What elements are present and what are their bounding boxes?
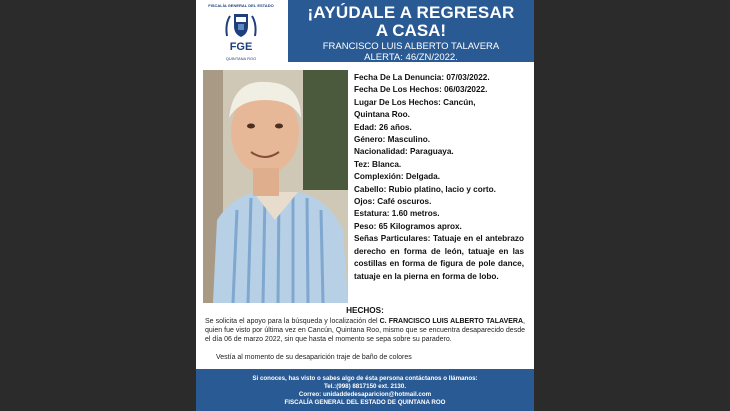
detail-complexion: Complexión: Delgada. xyxy=(354,172,440,182)
detail-edad: Edad: 26 años. xyxy=(354,122,412,132)
detail-denuncia: Fecha De La Denuncia: 07/03/2022. xyxy=(354,73,490,82)
footer-email: Correo: unidaddedesaparicion@hotmail.com xyxy=(298,391,432,398)
detail-nacionalidad: Nacionalidad: Paraguaya. xyxy=(354,147,454,157)
shield-emblem-icon xyxy=(223,10,259,40)
header-title-line2: A CASA! xyxy=(375,21,447,40)
detail-genero: Género: Masculino. xyxy=(354,135,430,145)
logo-top-text: FISCALÍA GENERAL DEL ESTADO xyxy=(208,3,274,8)
hechos-text xyxy=(205,317,525,345)
hechos-person-name: C. FRANCISCO LUIS ALBERTO TALAVERA xyxy=(379,318,524,325)
detail-tez: Tez: Blanca. xyxy=(354,159,402,169)
hechos-text-before: Se solicita el apoyo para la búsqueda y localización del xyxy=(205,318,380,325)
hechos-title: HECHOS: xyxy=(346,306,384,315)
fge-logo xyxy=(196,0,286,64)
footer-contact-prompt: Si conoces, has visto o sabes algo de ésta persona contáctanos o llámanos: xyxy=(252,375,478,382)
hechos-text-after: , quien fue visto por última vez en Cancún, Quintana Roo, mismo que se encuentra desaparecido desde el día 06 de marzo 2022, sin que hasta el momento se sepa sobre su paradero. xyxy=(205,318,525,344)
contact-footer xyxy=(196,369,534,411)
logo-acronym: FGE xyxy=(229,41,253,53)
logo-bottom-text: QUINTANA ROO xyxy=(225,56,257,61)
poster-header xyxy=(288,0,534,62)
header-title-line1: ¡AYÚDALE A REGRESAR xyxy=(307,3,515,22)
alert-number: ALERTA: 46/ZN/2022. xyxy=(364,52,458,63)
person-details xyxy=(354,72,524,283)
detail-estatura: Estatura: 1.60 metros. xyxy=(354,209,440,219)
detail-senas-particulares: Señas Particulares: Tatuaje en el antebrazo derecho en forma de león, tatuaje en las costillas en forma de figura de pole dance, tatuaje en la pierna en forma de lobo. xyxy=(354,234,524,281)
missing-person-poster xyxy=(196,0,534,411)
detail-peso: Peso: 65 Kilogramos aprox. xyxy=(354,221,462,231)
detail-ojos: Ojos: Café oscuros. xyxy=(354,197,432,207)
person-name: FRANCISCO LUIS ALBERTO TALAVERA xyxy=(322,41,500,52)
detail-cabello: Cabello: Rubio platino, lacio y corto. xyxy=(354,184,496,194)
hechos-clothing: Vestía al momento de su desaparición traje de baño de colores xyxy=(216,354,412,361)
detail-lugar-cont: Quintana Roo. xyxy=(354,110,410,120)
detail-lugar: Lugar De Los Hechos: Cancún, xyxy=(354,97,476,107)
footer-institution: FISCALÍA GENERAL DEL ESTADO DE QUINTANA ROO xyxy=(284,399,446,406)
footer-phone: Tel.:(998) 8817150 ext. 2130. xyxy=(323,383,407,390)
detail-fecha-hechos: Fecha De Los Hechos: 06/03/2022. xyxy=(354,85,488,95)
person-photo xyxy=(203,70,348,303)
